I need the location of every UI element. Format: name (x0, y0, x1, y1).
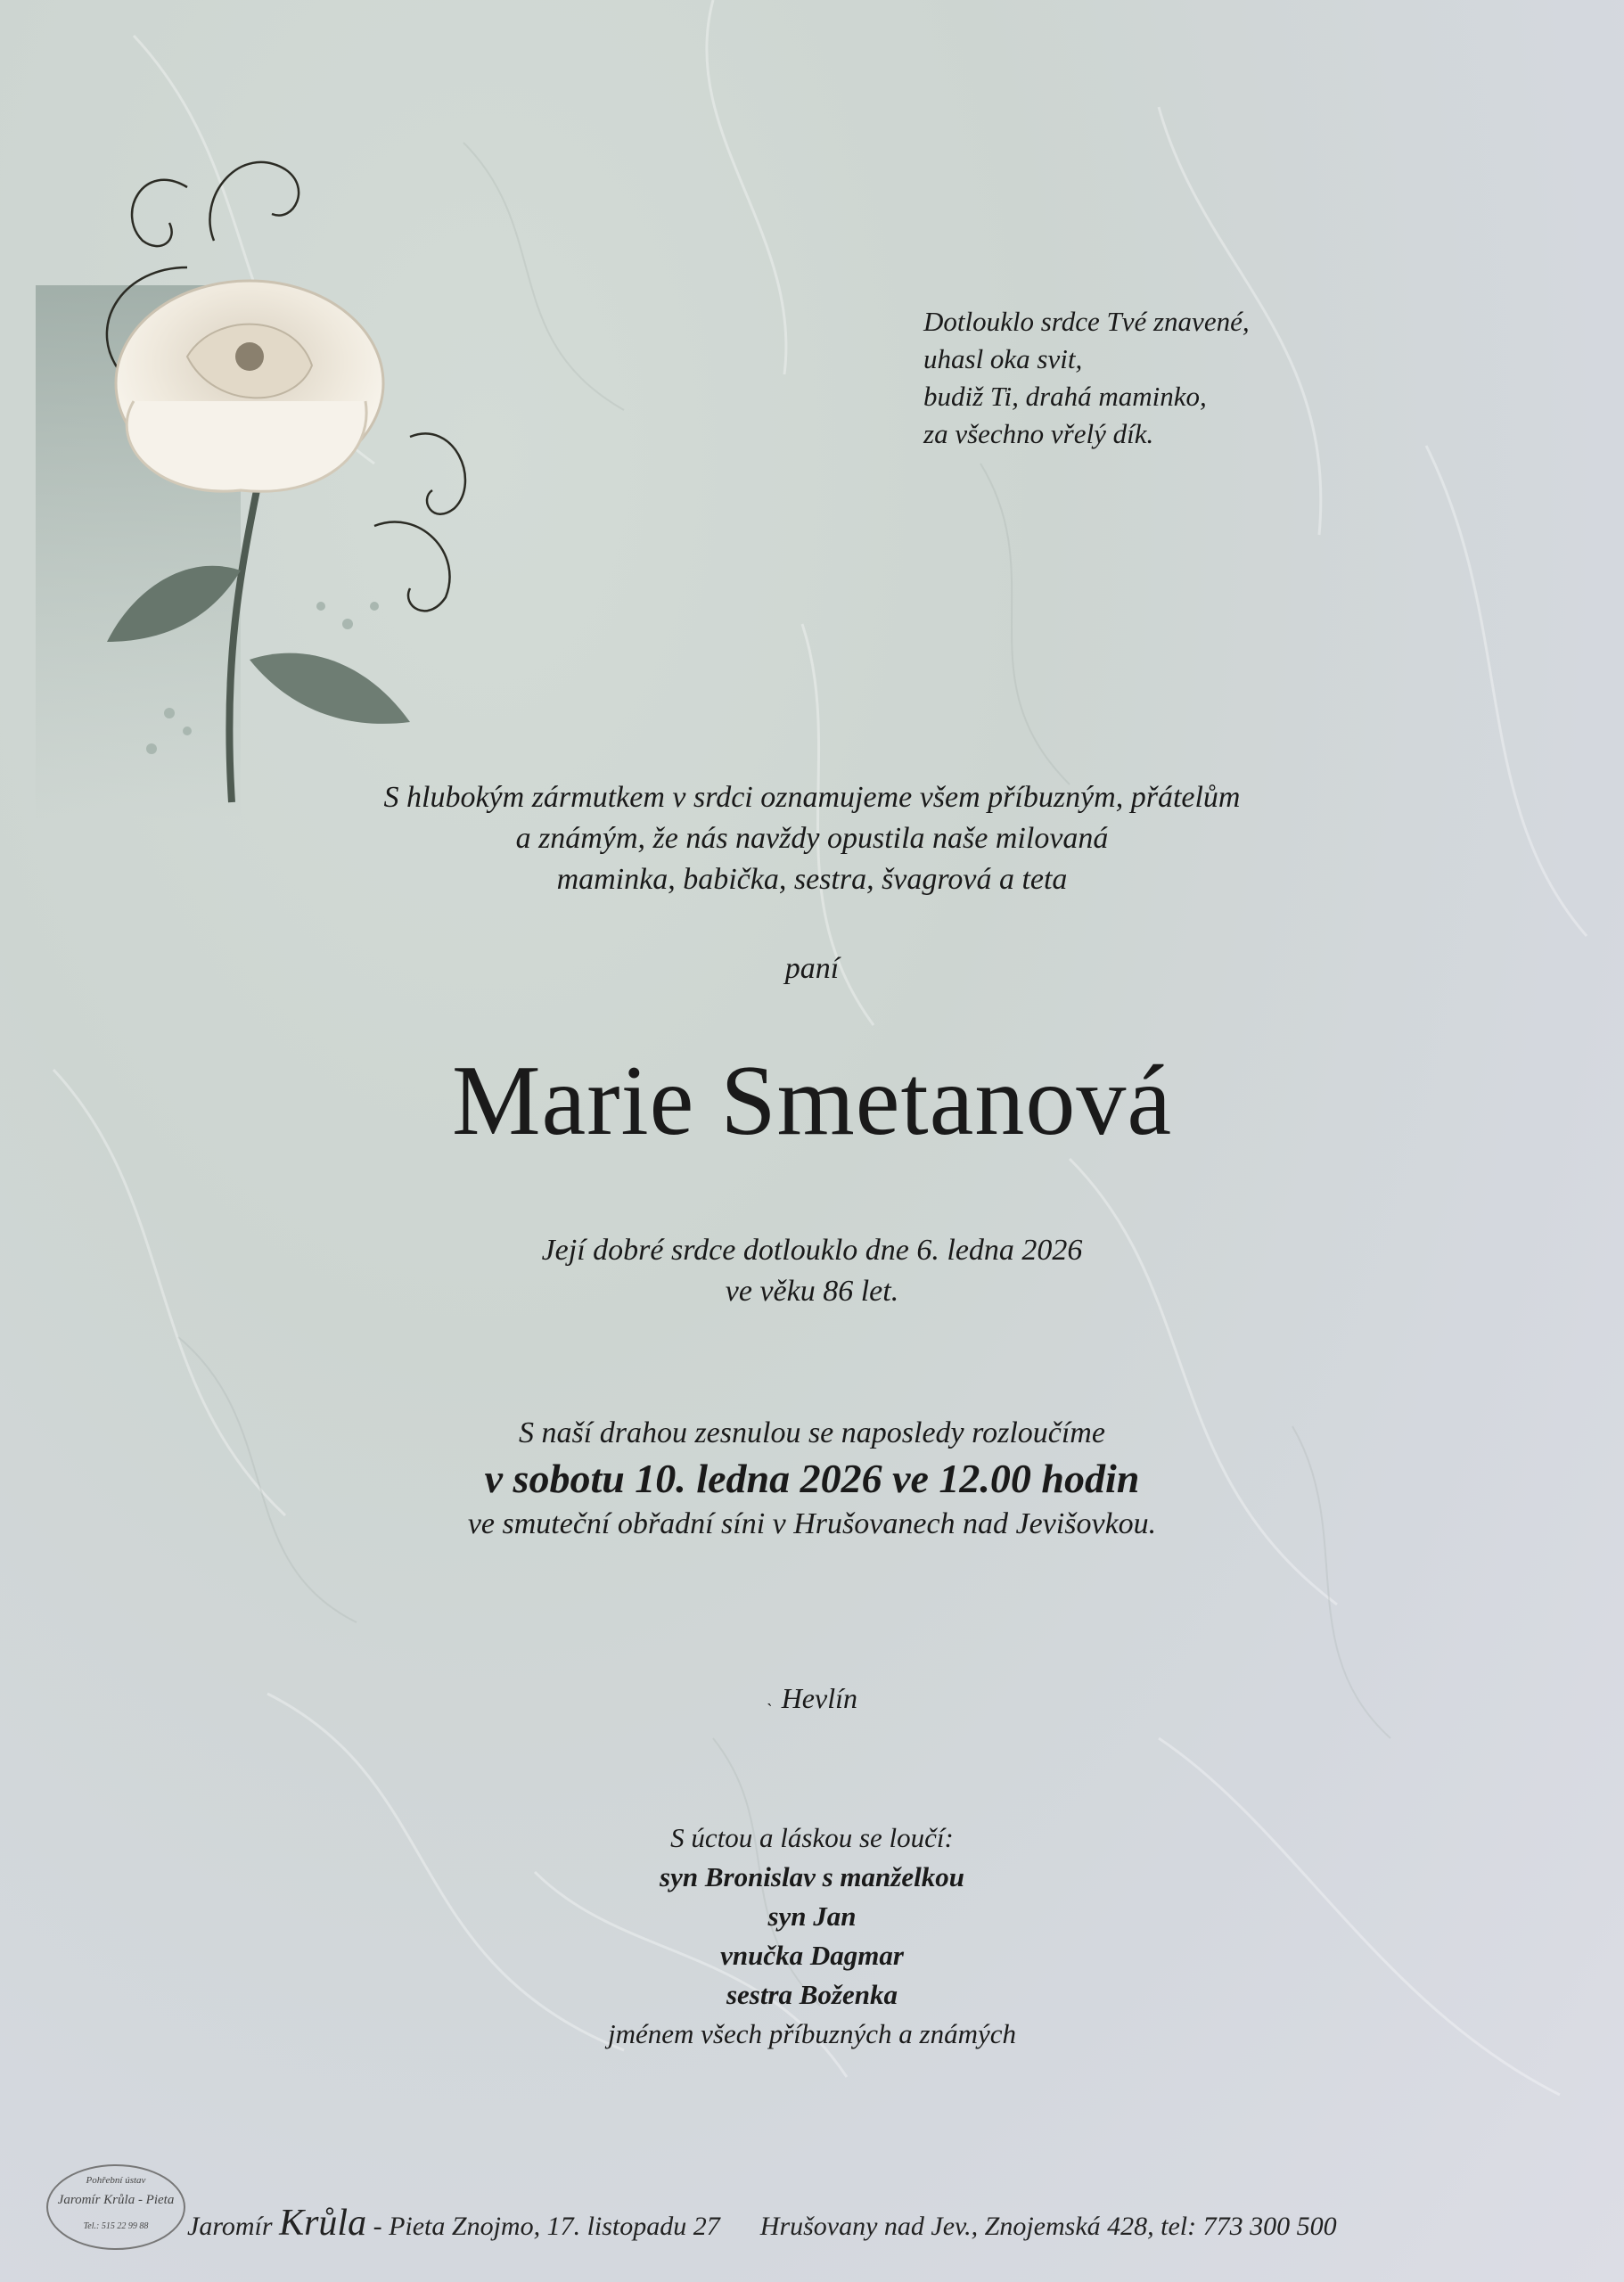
funeral-info (0, 1413, 1624, 1545)
family-member: sestra Boženka (726, 1979, 898, 2010)
footer-address-znojmo: Znojmo, 17. listopadu 27 (451, 2212, 720, 2241)
funeral-date: v sobotu 10. ledna 2026 ve 12.00 hodin (484, 1456, 1140, 1501)
family-farewell (0, 1818, 1624, 2054)
intro-line: S hlubokým zármutkem v srdci oznamujeme všem příbuzným, přátelům (383, 781, 1241, 814)
poem-line: uhasl oka svit, (923, 343, 1083, 374)
death-info (0, 1230, 1624, 1312)
stamp-name: Jaromír Krůla - Pieta (57, 2193, 175, 2207)
family-closing: jménem všech příbuzných a známých (608, 2018, 1016, 2049)
deceased-name: Marie Smetanová (451, 1046, 1173, 1156)
family-member: vnučka Dagmar (720, 1940, 904, 1971)
place-name: Hevlín (781, 1682, 857, 1714)
poem-line: budiž Ti, drahá maminko, (923, 381, 1207, 412)
stamp-phone: Tel.: 515 22 99 88 (83, 2221, 149, 2231)
family-member: syn Jan (767, 1900, 857, 1932)
poem-line: Dotlouklo srdce Tvé znavené, (923, 306, 1250, 337)
death-line: Její dobré srdce dotlouklo dne 6. ledna 2026 (541, 1234, 1083, 1267)
death-line: ve věku 86 let. (725, 1275, 899, 1308)
family-member: syn Bronislav s manželkou (660, 1861, 964, 1892)
footer-dash: - Pieta (373, 2212, 446, 2241)
title-prefix: paní (784, 952, 840, 985)
funeral-home-stamp (46, 2164, 185, 2250)
funeral-location: ve smuteční obřadní síni v Hrušovanech nad Jevišovkou. (467, 1507, 1157, 1540)
footer-brand: Krůla (279, 2203, 367, 2244)
announcement-intro (0, 777, 1624, 900)
poem (923, 303, 1387, 453)
family-intro: S úctou a láskou se loučí: (670, 1822, 954, 1853)
footer-address-hrusovany: Hrušovany nad Jev., Znojemská 428, tel: 773 300 500 (759, 2212, 1337, 2241)
intro-line: maminka, babička, sestra, švagrová a teta (556, 863, 1068, 896)
place (0, 1682, 1624, 1715)
footer (187, 2202, 1337, 2245)
stamp-top: Pohřební ústav (86, 2175, 146, 2186)
poem-line: za všechno vřelý dík. (923, 418, 1154, 449)
bullet-mark: ˴ (767, 1693, 773, 1712)
funeral-intro: S naší drahou zesnulou se naposledy rozloučíme (519, 1416, 1105, 1449)
rose-illustration (36, 107, 499, 874)
intro-line: a známým, že nás navždy opustila naše milovaná (515, 822, 1109, 855)
footer-name: Jaromír (187, 2212, 273, 2241)
